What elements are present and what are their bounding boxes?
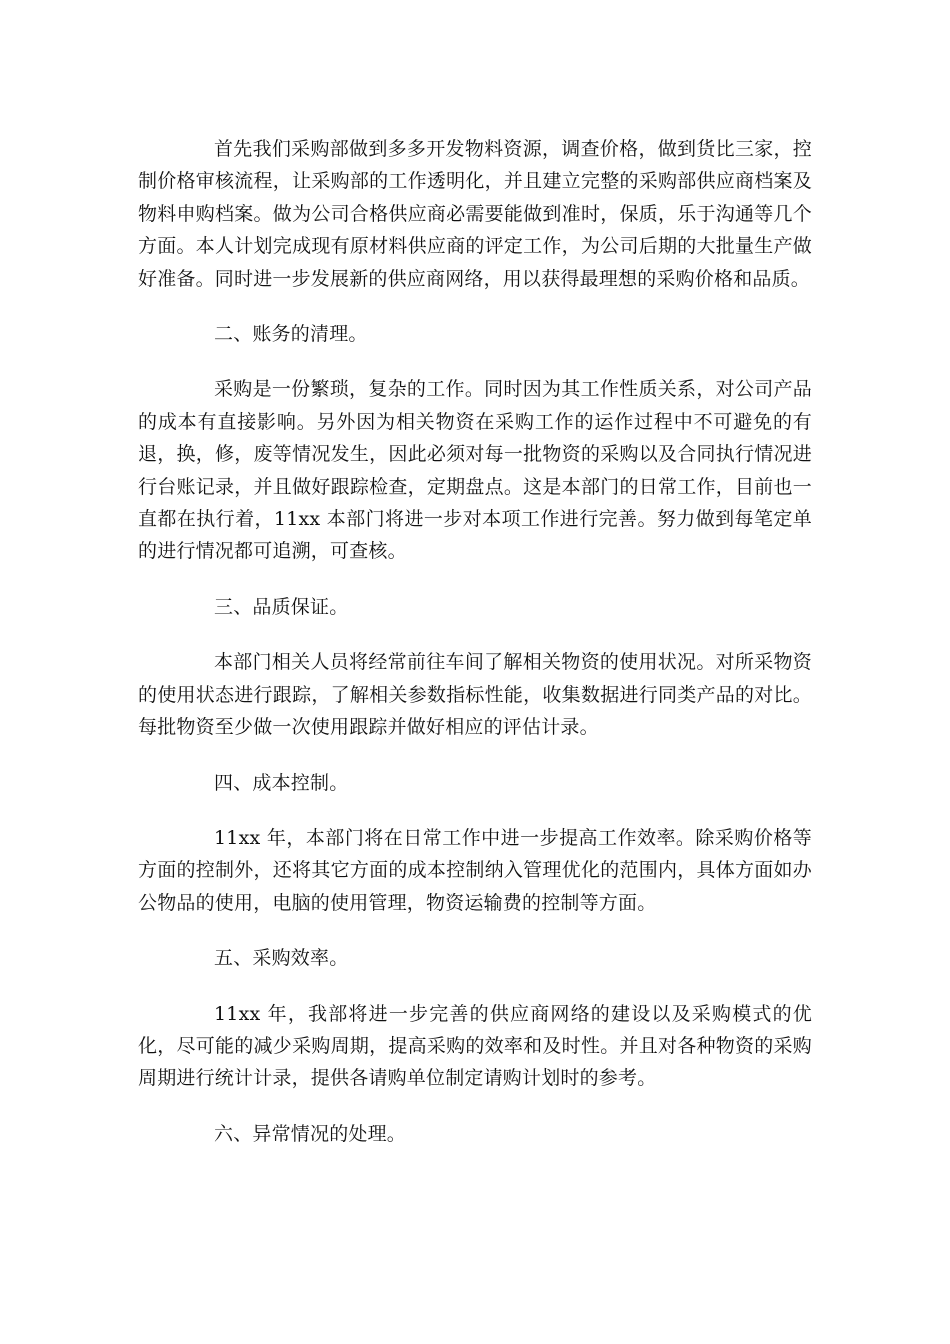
heading-procurement-efficiency: 五、采购效率。 <box>214 947 349 970</box>
paragraph-quality-assurance: 本部门相关人员将经常前往车间了解相关物资的使用状况。对所采物资的使用状态进行跟踪，了解相关参数指标性能，收集数据进行同类产品的对比。每批物资至少做一次使用跟踪并做好相应的评估计录。 <box>138 651 812 739</box>
paragraph-accounts-cleanup: 采购是一份繁琐，复杂的工作。同时因为其工作性质关系，对公司产品的成本有直接影响。另外因为相关物资在采购工作的运作过程中不可避免的有退，换，修，废等情况发生，因此必须对每一批物资的采购以及合同执行情况进行台账记录，并且做好跟踪检查，定期盘点。这是本部门的日常工作，目前也一直都在执行着，11xx 本部门将进一步对本项工作进行完善。努力做到每笔定单的进行情况都可追溯，可查核。 <box>138 378 812 563</box>
heading-cost-control: 四、成本控制。 <box>214 771 349 794</box>
paragraph-supplier-development: 首先我们采购部做到多多开发物料资源，调查价格，做到货比三家，控制价格审核流程，让采购部的工作透明化，并且建立完整的采购部供应商档案及物料申购档案。做为公司合格供应商必需要能做到准时，保质，乐于沟通等几个方面。本人计划完成现有原材料供应商的评定工作，为公司后期的大批量生产做好准备。同时进一步发展新的供应商网络，用以获得最理想的采购价格和品质。 <box>138 138 812 290</box>
heading-exception-handling: 六、异常情况的处理。 <box>214 1122 407 1145</box>
document-body <box>138 133 812 1150</box>
heading-quality-assurance: 三、品质保证。 <box>214 595 349 618</box>
paragraph-cost-control: 11xx 年，本部门将在日常工作中进一步提高工作效率。除采购价格等方面的控制外，还将其它方面的成本控制纳入管理优化的范围内，具体方面如办公物品的使用，电脑的使用管理，物资运输费的控制等方面。 <box>138 826 812 914</box>
heading-accounts-cleanup: 二、账务的清理。 <box>214 323 368 346</box>
paragraph-procurement-efficiency: 11xx 年，我部将进一步完善的供应商网络的建设以及采购模式的优化，尽可能的减少采购周期，提高采购的效率和及时性。并且对各种物资的采购周期进行统计计录，提供各请购单位制定请购计划时的参考。 <box>138 1002 812 1090</box>
